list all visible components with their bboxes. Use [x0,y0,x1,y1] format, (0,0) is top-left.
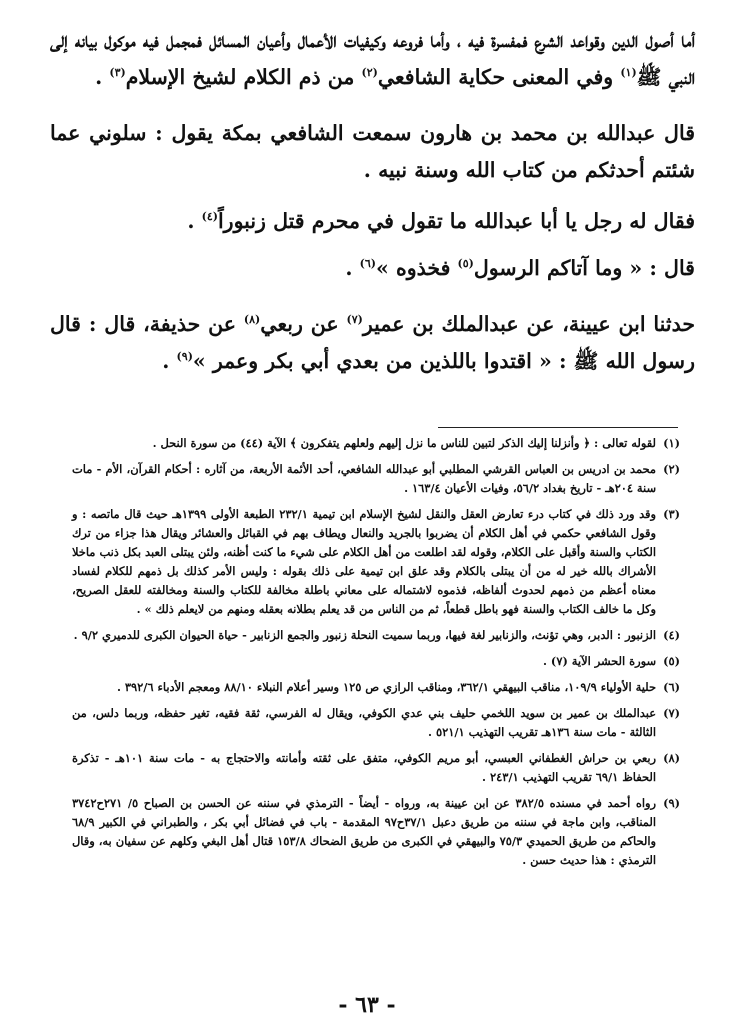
footnote-text: ربعي بن حراش الغطفاني العبسي، أبو مريم الكوفي، متفق على ثقته وأمانته والاحتجاج به - مات سنة ١٠١هـ - تذكرة الحفاظ ٦٩/١ تقريب التهذيب ٢٤٣/١ . [72,751,656,784]
paragraph-1-end: . [95,65,110,89]
footnote-text: وقد ورد ذلك في كتاب درء تعارض العقل والنقل لشيخ الإسلام ابن تيمية ٢٣٢/١ الطبعة الأولى ١٣٩٩هـ حيث قال ماتصه : و وقول الشافعي حكمي في أهل الكلام أن يضربوا بالجريد والنعال ويطاف بهم في القبائل والعشائر ويقال هذا جزاء من ترك الكتاب والسنة وأقبل على الكلام، وقوله لقد اطلعت من أهل الكلام على شيء ما كنت أظنه، ولئن يبتلى العبد بكل ذنب ماخلا الأشراك بالله خير له من أن يبتلى بالكلام وقد علق ابن تيمية على ذلك بقوله : وليس الأمر كذلك بل ذمهم للكلام لفساد معناه أعظم من ذمهم لحدوث ألفاظه، فذموه لاشتماله على معاني باطلة مخالفة للكتاب والسنة ومخالفته للعقل الصريح، وكل ما خالف الكتاب والسنة فهو باطل قطعاً، ثم من الناس من قد يعلم بطلانه بعقله ومنهم من لايعلم ذلك » . [72,507,657,616]
main-text [50,22,695,380]
footnote-ref-1: (١) [620,66,637,80]
paragraph-2 [50,115,695,189]
footnotes [72,434,680,877]
footnote-divider [438,427,678,428]
paragraph-5-end: . [162,349,177,373]
paragraph-4 [50,250,695,287]
paragraph-3-end: . [187,209,202,233]
footnote-number: (٦) [663,680,680,694]
footnote-text: الزنبور : الدبر، وهي تؤنث، والزنابير لغة فيها، وربما سميت النحلة زنبور والجمع الزنابير - حياة الحيوان الكبرى للدميري ٩/٢ . [73,628,656,642]
footnote-text: عبدالملك بن عمير بن سويد اللخمي حليف بني عدي الكوفي، ويقال له الفرسي، ثقة فقيه، تغير حفظه، وربما دلس، من الثالثة - مات سنة ١٣٦هـ تقريب التهذيب ٥٢١/١ . [72,706,656,739]
footnote-number: (٥) [663,654,680,668]
footnote-4 [72,626,680,645]
footnote-text: محمد بن ادريس بن العباس القرشي المطلبي أبو عبدالله الشافعي، أحد الأئمة الأربعة، من آثاره : أحكام القرآن، الأم - مات سنة ٢٠٤هـ - تاريخ بغداد ٥٦/٢، وفيات الأعيان ١٦٣/٤ . [72,462,656,495]
footnote-ref-6: (٦) [359,257,376,271]
paragraph-4-end: . [345,256,360,280]
page-number: - ٦٣ - [338,992,396,1018]
footnote-number: (١) [663,436,680,450]
footnote-text: سورة الحشر الآية (٧) . [542,654,656,668]
footnote-ref-2: (٢) [361,66,378,80]
footnote-5 [72,652,680,671]
footnote-ref-3: (٣) [109,66,126,80]
paragraph-1-text-c: من ذم الكلام لشيخ الإسلام [125,65,362,89]
paragraph-3-text: فقال له رجل يا أبا عبدالله ما تقول في محرم قتل زنبوراً [217,209,695,233]
footnote-number: (٨) [663,751,680,765]
footnote-text: رواه أحمد في مسنده ٣٨٢/٥ عن ابن عيينة به، ورواه - أيضاً - الترمذي في سننه عن الحسن بن الصباح ٥/ ٢٧١ح٣٧٤٢ المناقب، وابن ماجة في سننه من طريق دعبل ٣٧/١ح٩٧ المقدمة - باب في فضائل أبي بكر ، والطبراني في الكبير ٦٨/٩ والحاكم من طريق الحميدي ٧٥/٣ والبيهقي في الكبرى من طريق الضحاك ١٥٣/٨ قتال أهل البغي وكلهم عن سفيان به، وقال الترمذي : هذا حديث حسن . [72,796,657,867]
footnote-number: (٤) [663,628,680,642]
footnote-number: (٢) [663,462,680,476]
footnote-number: (٩) [663,796,680,810]
paragraph-5 [50,306,695,380]
paragraph-2-text: قال عبدالله بن محمد بن هارون سمعت الشافعي بمكة يقول : سلوني عما شئتم أحدثكم من كتاب الله وسنة نبيه . [50,121,695,182]
footnote-ref-9: (٩) [176,350,193,364]
footnote-number: (٣) [663,507,680,521]
footnote-9 [72,794,680,870]
paragraph-4-text: قال : « وما آتاكم الرسول [473,256,695,280]
footnote-ref-4: (٤) [201,210,218,224]
footnote-6 [72,678,680,697]
paragraph-4-text-b: فخذوه » [376,256,458,280]
paragraph-1-text-b: وفي المعنى حكاية الشافعي [377,65,621,89]
footnote-7 [72,704,680,742]
paragraph-1 [50,22,695,96]
footnote-8 [72,749,680,787]
footnote-ref-5: (٥) [457,257,474,271]
paragraph-3 [50,203,695,240]
footnote-ref-7: (٧) [346,313,363,327]
footnote-text: حلية الأولياء ١٠٩/٩، مناقب البيهقي ٣٦٢/١، ومناقب الرازي ص ١٢٥ وسير أعلام النبلاء ٨٨/١٠ ومعجم الأدباء ٣٩٢/٦ . [116,680,656,694]
footnote-ref-8: (٨) [243,313,261,327]
footnote-3 [72,505,680,619]
paragraph-5-text-c: عن حذيفة، قال : قال رسول الله ﷺ : « اقتدوا باللذين من بعدي أبي بكر وعمر » [50,312,695,373]
footnote-2 [72,460,680,498]
footnote-number: (٧) [663,706,680,720]
footnote-1 [72,434,680,453]
footnote-text: لقوله تعالى : ﴿ وأنزلنا إليك الذكر لتبين للناس ما نزل إليهم ولعلهم يتفكرون ﴾ الآية (٤٤) من سورة النحل . [152,436,656,450]
paragraph-1-text: أما أصول الدين وقواعد الشرع فمفسرة فيه ، وأما فروعه وكيفيات الأعمال وأعيان المسائل فمجمل فيه موكول بيانه إلى النبي ﷺ [50,28,695,89]
paragraph-5-text-b: عن ربعي [260,312,347,336]
paragraph-5-text: حدثنا ابن عيينة، عن عبدالملك بن عمير [362,312,695,336]
